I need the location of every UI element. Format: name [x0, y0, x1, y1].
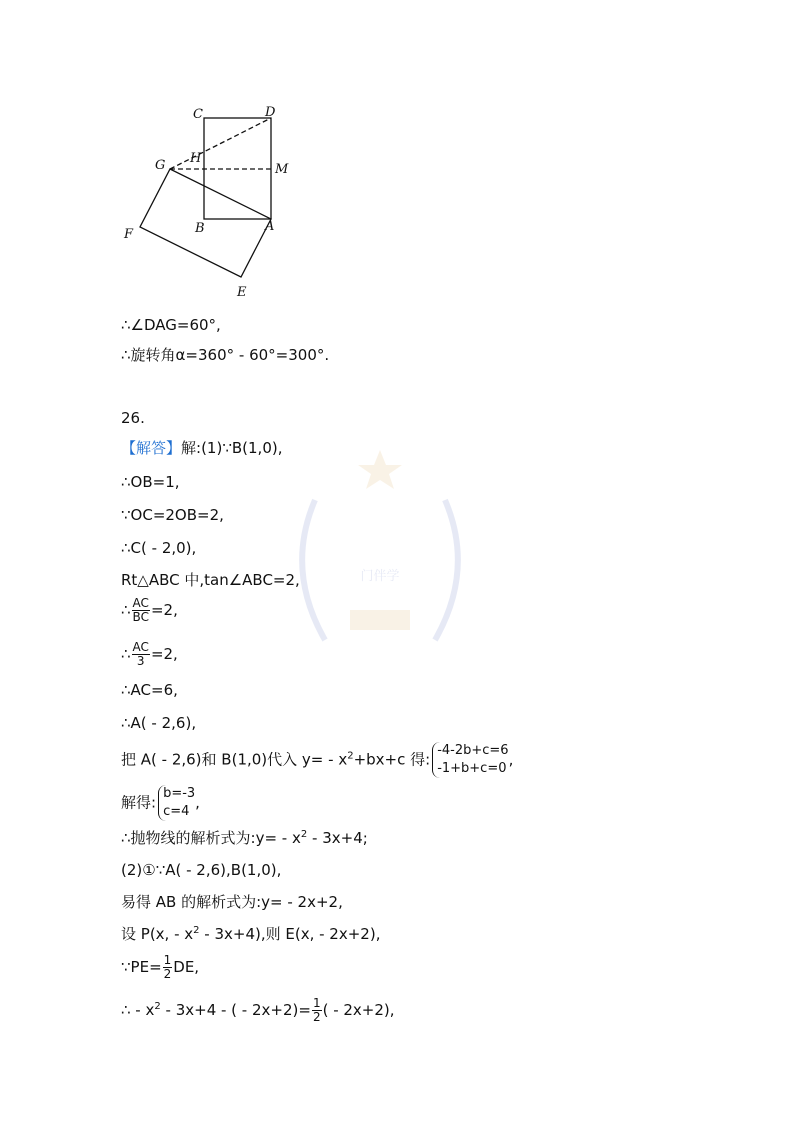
dashed-line-gd [170, 118, 271, 169]
label-b: B [195, 221, 205, 236]
fraction: $\frac{1}{2}$ [163, 953, 172, 981]
line-part2: (2)①∵A( - 2,6),B(1,0), [121, 861, 282, 879]
label-a: A [265, 219, 275, 234]
rectangle-aefg [140, 169, 271, 277]
line-substitute: 把 A( - 2,6)和 B(1,0)代入 $y= - x^2+bx+c$ 得: -4-2b+c=6 -1+b+c=0 , [121, 743, 514, 776]
label-f: F [124, 227, 134, 242]
line-equation: ∴ - $x^2 - 3x+4$ - ( - 2x+2)= $\frac{1}{2}$ ( - 2x+2), [121, 996, 395, 1024]
line-solve: 解得: b=-3 c=4 , [121, 786, 200, 819]
label-m: M [275, 162, 289, 177]
label-c: C [193, 107, 203, 122]
answer-tag: 【解答】 [121, 439, 182, 457]
line-tan: Rt△ABC 中,tan∠ABC=2, [121, 571, 300, 589]
line-angle-dag: ∴∠DAG=60°, [121, 316, 221, 334]
line-oc: ∵OC=2OB=2, [121, 506, 224, 524]
line-set-p: 设 P(x, - $x^2 - 3x+4$),则 E(x, - 2x+2), [121, 925, 381, 943]
geometry-figure [115, 100, 305, 305]
fraction: $\frac{AC}{3}$ [132, 640, 149, 668]
label-e: E [237, 285, 247, 300]
line-rotation-angle: ∴旋转角α=360° - 60°=300°. [121, 346, 330, 364]
watermark-text: 门伴学 [360, 569, 400, 584]
line-a: ∴A( - 2,6), [121, 714, 197, 732]
line-c: ∴C( - 2,0), [121, 539, 197, 557]
equation-system: b=-3 c=4 [158, 785, 195, 821]
line-solution-start: 【解答】解:(1)∵B(1,0), [121, 439, 283, 457]
fraction: $\frac{1}{2}$ [312, 996, 321, 1024]
line-ab-expr: 易得 AB 的解析式为:y= - 2x+2, [121, 893, 343, 911]
line-parabola: ∴抛物线的解析式为:y= - $x^2 - 3x+4$; [121, 829, 368, 847]
equation-system: -4-2b+c=6 -1+b+c=0 [432, 742, 508, 778]
fraction: $\frac{AC}{BC}$ [132, 596, 149, 624]
line-pe: ∵PE= $\frac{1}{2}$ DE, [121, 953, 200, 981]
label-d: D [265, 105, 276, 120]
watermark-logo [275, 440, 485, 690]
line-frac-ac-3: ∴ $\frac{AC}{3}$ =2, [121, 640, 178, 668]
line-ob: ∴OB=1, [121, 473, 180, 491]
label-g: G [155, 158, 166, 173]
problem-number: 26. [121, 409, 145, 427]
line-frac-ac-bc: ∴ $\frac{AC}{BC}$ =2, [121, 596, 178, 624]
line-ac: ∴AC=6, [121, 681, 178, 699]
label-h: H [190, 151, 202, 166]
